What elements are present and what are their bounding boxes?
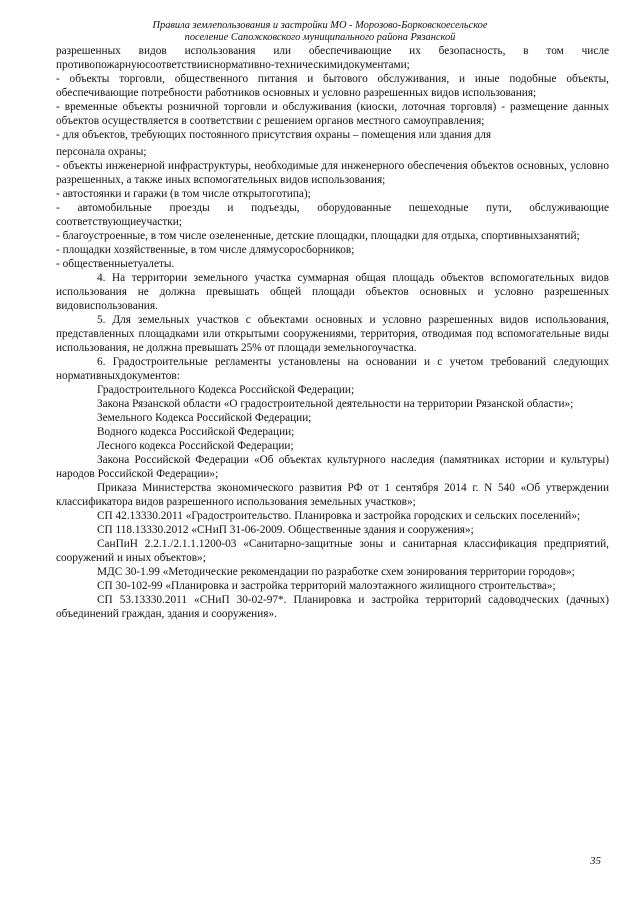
reference-item: Водного кодекса Российской Федерации; [97, 426, 295, 438]
header-line-1: Правила землепользования и застройки МО - Морозово-Борковскоесельское [152, 20, 488, 31]
header-line-2: поселение Сапожковского муниципального района Рязанской [184, 31, 456, 43]
reference-item: СП 118.13330.2012 «СНиП 31-06-2009. Общественные здания и сооружения»; [97, 524, 474, 536]
reference-item: Закона Рязанской области «О градостроительной деятельности на территории Рязанской области»; [97, 398, 574, 410]
list-item: - общественныетуалеты. [56, 258, 175, 270]
list-item: - благоустроенные, в том числе озелененные, детские площадки, площадки для отдыха, спортивныхзанятий; [56, 230, 580, 242]
list-item: - временные объекты розничной торговли и обслуживания (киоски, лоточная торговля) - размещение данных объектов осуществляется в соответствии с решением органов местного самоуправления; [56, 101, 609, 127]
numbered-paragraph: 6. Градостроительные регламенты установлены на основании и с учетом требований следующих нормативныхдокументов: [56, 356, 609, 382]
page-header [0, 20, 640, 43]
document-body [56, 44, 609, 621]
reference-item: СП 42.13330.2011 «Градостроительство. Планировка и застройка городских и сельских поселений»; [97, 510, 581, 522]
list-item: - объекты торговли, общественного питания и бытового обслуживания, и иные подобные объекты, обеспечивающие потребности работников основных и условно разрешенных видов использования; [56, 73, 609, 99]
numbered-paragraph: 5. Для земельных участков с объектами основных и условно разрешенных видов использования, представленных площадками или открытыми сооружениями, территория, отводимая под вспомогательные виды использования, не должна превышать 25% от площади земельногоучастка. [56, 314, 609, 354]
list-item-continuation: персонала охраны; [56, 146, 147, 158]
page-number: 35 [590, 855, 601, 867]
list-item: - объекты инженерной инфраструктуры, необходимые для инженерного обеспечения объектов основных, условно разрешенных, а также иных вспомогательных видов использования; [56, 160, 609, 186]
reference-item: СП 53.13330.2011 «СНиП 30-02-97*. Планировка и застройка территорий садоводческих (дачных) объединений граждан, здания и сооружения». [56, 594, 609, 620]
reference-item: СП 30-102-99 «Планировка и застройка территорий малоэтажного жилищного строительства»; [97, 580, 556, 592]
reference-item: МДС 30-1.99 «Методические рекомендации по разработке схем зонирования территории городов»; [97, 566, 575, 578]
numbered-paragraph: 4. На территории земельного участка суммарная общая площадь объектов вспомогательных видов использования не должна превышать общей площади объектов основных и условно разрешенных видовиспользования. [56, 272, 609, 312]
paragraph: разрешенных видов использования или обеспечивающие их безопасность, в том числе противопожарнуюсоответствииснормативно-техническимидокументами; [56, 45, 609, 71]
reference-item: Закона Российской Федерации «Об объектах культурного наследия (памятниках истории и культуры) народов Российской Федерации»; [56, 454, 609, 480]
reference-item: Лесного кодекса Российской Федерации; [97, 440, 294, 452]
reference-item: Приказа Министерства экономического развития РФ от 1 сентября 2014 г. N 540 «Об утверждении классификатора видов разрешенного использования земельных участков»; [56, 482, 609, 508]
reference-item: Земельного Кодекса Российской Федерации; [97, 412, 312, 424]
list-item: - площадки хозяйственные, в том числе длямусоросборников; [56, 244, 355, 256]
list-item: - для объектов, требующих постоянного присутствия охраны – помещения или здания для [56, 129, 492, 141]
reference-item: Градостроительного Кодекса Российской Федерации; [97, 384, 355, 396]
reference-item: СанПиН 2.2.1./2.1.1.1200-03 «Санитарно-защитные зоны и санитарная классификация предприятий, сооружений и иных объектов»; [56, 538, 609, 564]
list-item: - автомобильные проезды и подъезды, оборудованные пешеходные пути, обслуживающие соответствующиеучастки; [56, 202, 609, 228]
list-item: - автостоянки и гаражи (в том числе открытоготипа); [56, 188, 311, 200]
